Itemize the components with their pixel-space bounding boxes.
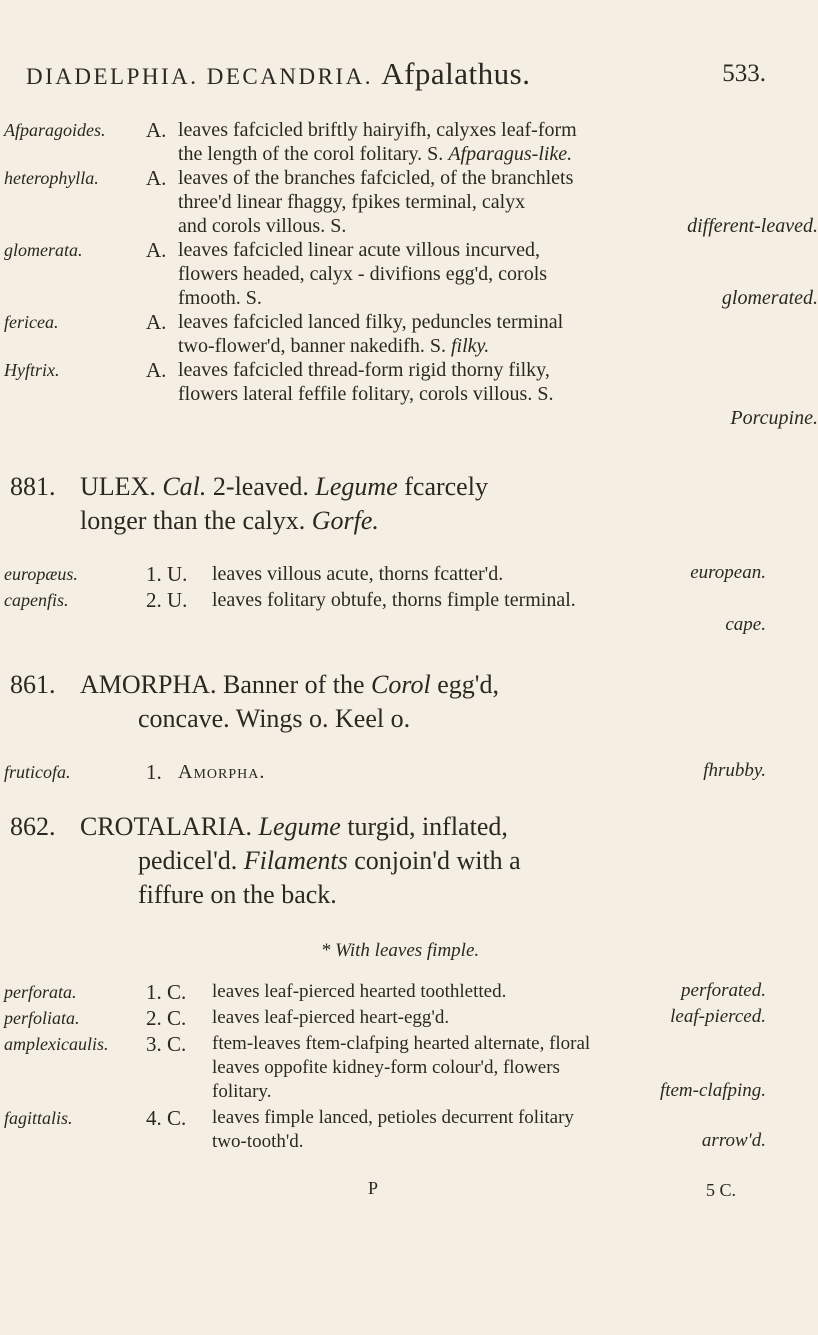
species-description: leaves leaf-pierced hearted toothletted.	[212, 981, 507, 1002]
species-name: Hyftrix.	[4, 360, 60, 380]
species-name: perfoliata.	[4, 1008, 80, 1028]
species-number: A.	[146, 310, 167, 334]
species-number: A.	[146, 358, 167, 382]
species-name: fericea.	[4, 312, 59, 332]
species-number: 1. U.	[146, 562, 188, 586]
english-name: arrow'd.	[701, 1130, 766, 1151]
genus-number: 861.	[10, 670, 56, 699]
species-description: Amorpha.	[178, 761, 266, 783]
species-name: fagittalis.	[4, 1108, 73, 1128]
species-description: leaves fafcicled thread-form rigid thorny filky, flowers lateral feffile folitary, corols villous. S. Porcupine.	[178, 359, 818, 429]
english-name: leaf-pierced.	[670, 1006, 766, 1027]
english-name: ftem-clafping.	[659, 1080, 766, 1101]
genus-amorpha	[10, 668, 790, 738]
species-description: leaves leaf-pierced heart-egg'd.	[212, 1007, 450, 1028]
section-subheading: * With leaves fimple.	[320, 940, 480, 961]
english-name: european.	[690, 562, 766, 583]
species-name: fruticofa.	[4, 762, 71, 782]
genus-name: AMORPHA.	[80, 670, 217, 699]
species-number: 1. C.	[146, 980, 187, 1004]
genus-ulex	[10, 470, 790, 540]
species-name: heterophylla.	[4, 168, 99, 188]
running-genus: Afpalathus.	[381, 56, 531, 91]
species-name: capenfis.	[4, 590, 69, 610]
species-name: amplexicaulis.	[4, 1034, 109, 1054]
species-number: A.	[146, 166, 167, 190]
english-name: filky.	[450, 335, 490, 357]
signature-mark: P	[368, 1178, 379, 1198]
species-name: glomerata.	[4, 240, 83, 260]
species-number: 4. C.	[146, 1106, 187, 1130]
species-description: leaves fafcicled lanced filky, peduncles terminal two-flower'd, banner nakedifh. S. filky.	[178, 311, 564, 357]
species-number: A.	[146, 238, 167, 262]
english-name: perforated.	[681, 980, 766, 1001]
genus-crotalaria	[10, 810, 790, 920]
english-name: glomerated.	[721, 287, 818, 309]
genus-description: CROTALARIA. Legume turgid, inflated, pedicel'd. Filaments conjoin'd with a fiffure on the back.	[80, 812, 521, 909]
english-name: Gorfe.	[311, 506, 379, 535]
english-name: cape.	[725, 614, 766, 635]
english-name: Afparagus-like.	[448, 143, 573, 165]
running-title: DIADELPHIA. DECANDRIA. Afpalathus.	[26, 56, 531, 91]
species-description: leaves villous acute, thorns fcatter'd.	[212, 563, 504, 585]
genus-name: ULEX.	[80, 472, 156, 501]
english-name: different-leaved.	[687, 215, 818, 237]
species-number: 3. C.	[146, 1032, 187, 1056]
genus-name: CROTALARIA.	[80, 812, 252, 841]
english-name: Porcupine.	[730, 407, 818, 429]
species-number: 1.	[146, 760, 162, 784]
running-header	[26, 56, 766, 106]
species-description: leaves of the branches fafcicled, of the branchlets three'd linear fhaggy, fpikes terminal, calyx and corols villous. S. different-leaved.	[178, 167, 818, 237]
species-description: leaves fimple lanced, petioles decurrent folitary two-tooth'd.	[212, 1107, 574, 1152]
species-description: leaves fafcicled briftly hairyifh, calyxes leaf-form the length of the corol folitary. S. Afparagus-like.	[178, 119, 577, 165]
genus-description: ULEX. Cal. 2-leaved. Legume fcarcely longer than the calyx. Gorfe.	[80, 472, 488, 535]
genus-description: AMORPHA. Banner of the Corol egg'd, concave. Wings o. Keel o.	[80, 670, 499, 733]
species-name: europæus.	[4, 564, 78, 584]
english-name: fhrubby.	[703, 760, 766, 781]
species-number: 2. U.	[146, 588, 188, 612]
species-description: ftem-leaves ftem-clafping hearted alternate, floral leaves oppofite kidney-form colour'd, flowers folitary.	[212, 1033, 591, 1102]
page-number: 533.	[722, 60, 766, 87]
species-name: perforata.	[4, 982, 77, 1002]
catchword: 5 C.	[706, 1180, 737, 1200]
genus-number: 862.	[10, 812, 56, 841]
species-number: 2. C.	[146, 1006, 187, 1030]
genus-number: 881.	[10, 472, 56, 501]
species-name: Afparagoides.	[4, 120, 106, 140]
species-number: A.	[146, 118, 167, 142]
species-description: leaves folitary obtufe, thorns fimple terminal.	[212, 589, 576, 611]
species-description: leaves fafcicled linear acute villous incurved, flowers headed, calyx - divifions egg'd, corols fmooth. S. glomerated.	[178, 239, 818, 309]
